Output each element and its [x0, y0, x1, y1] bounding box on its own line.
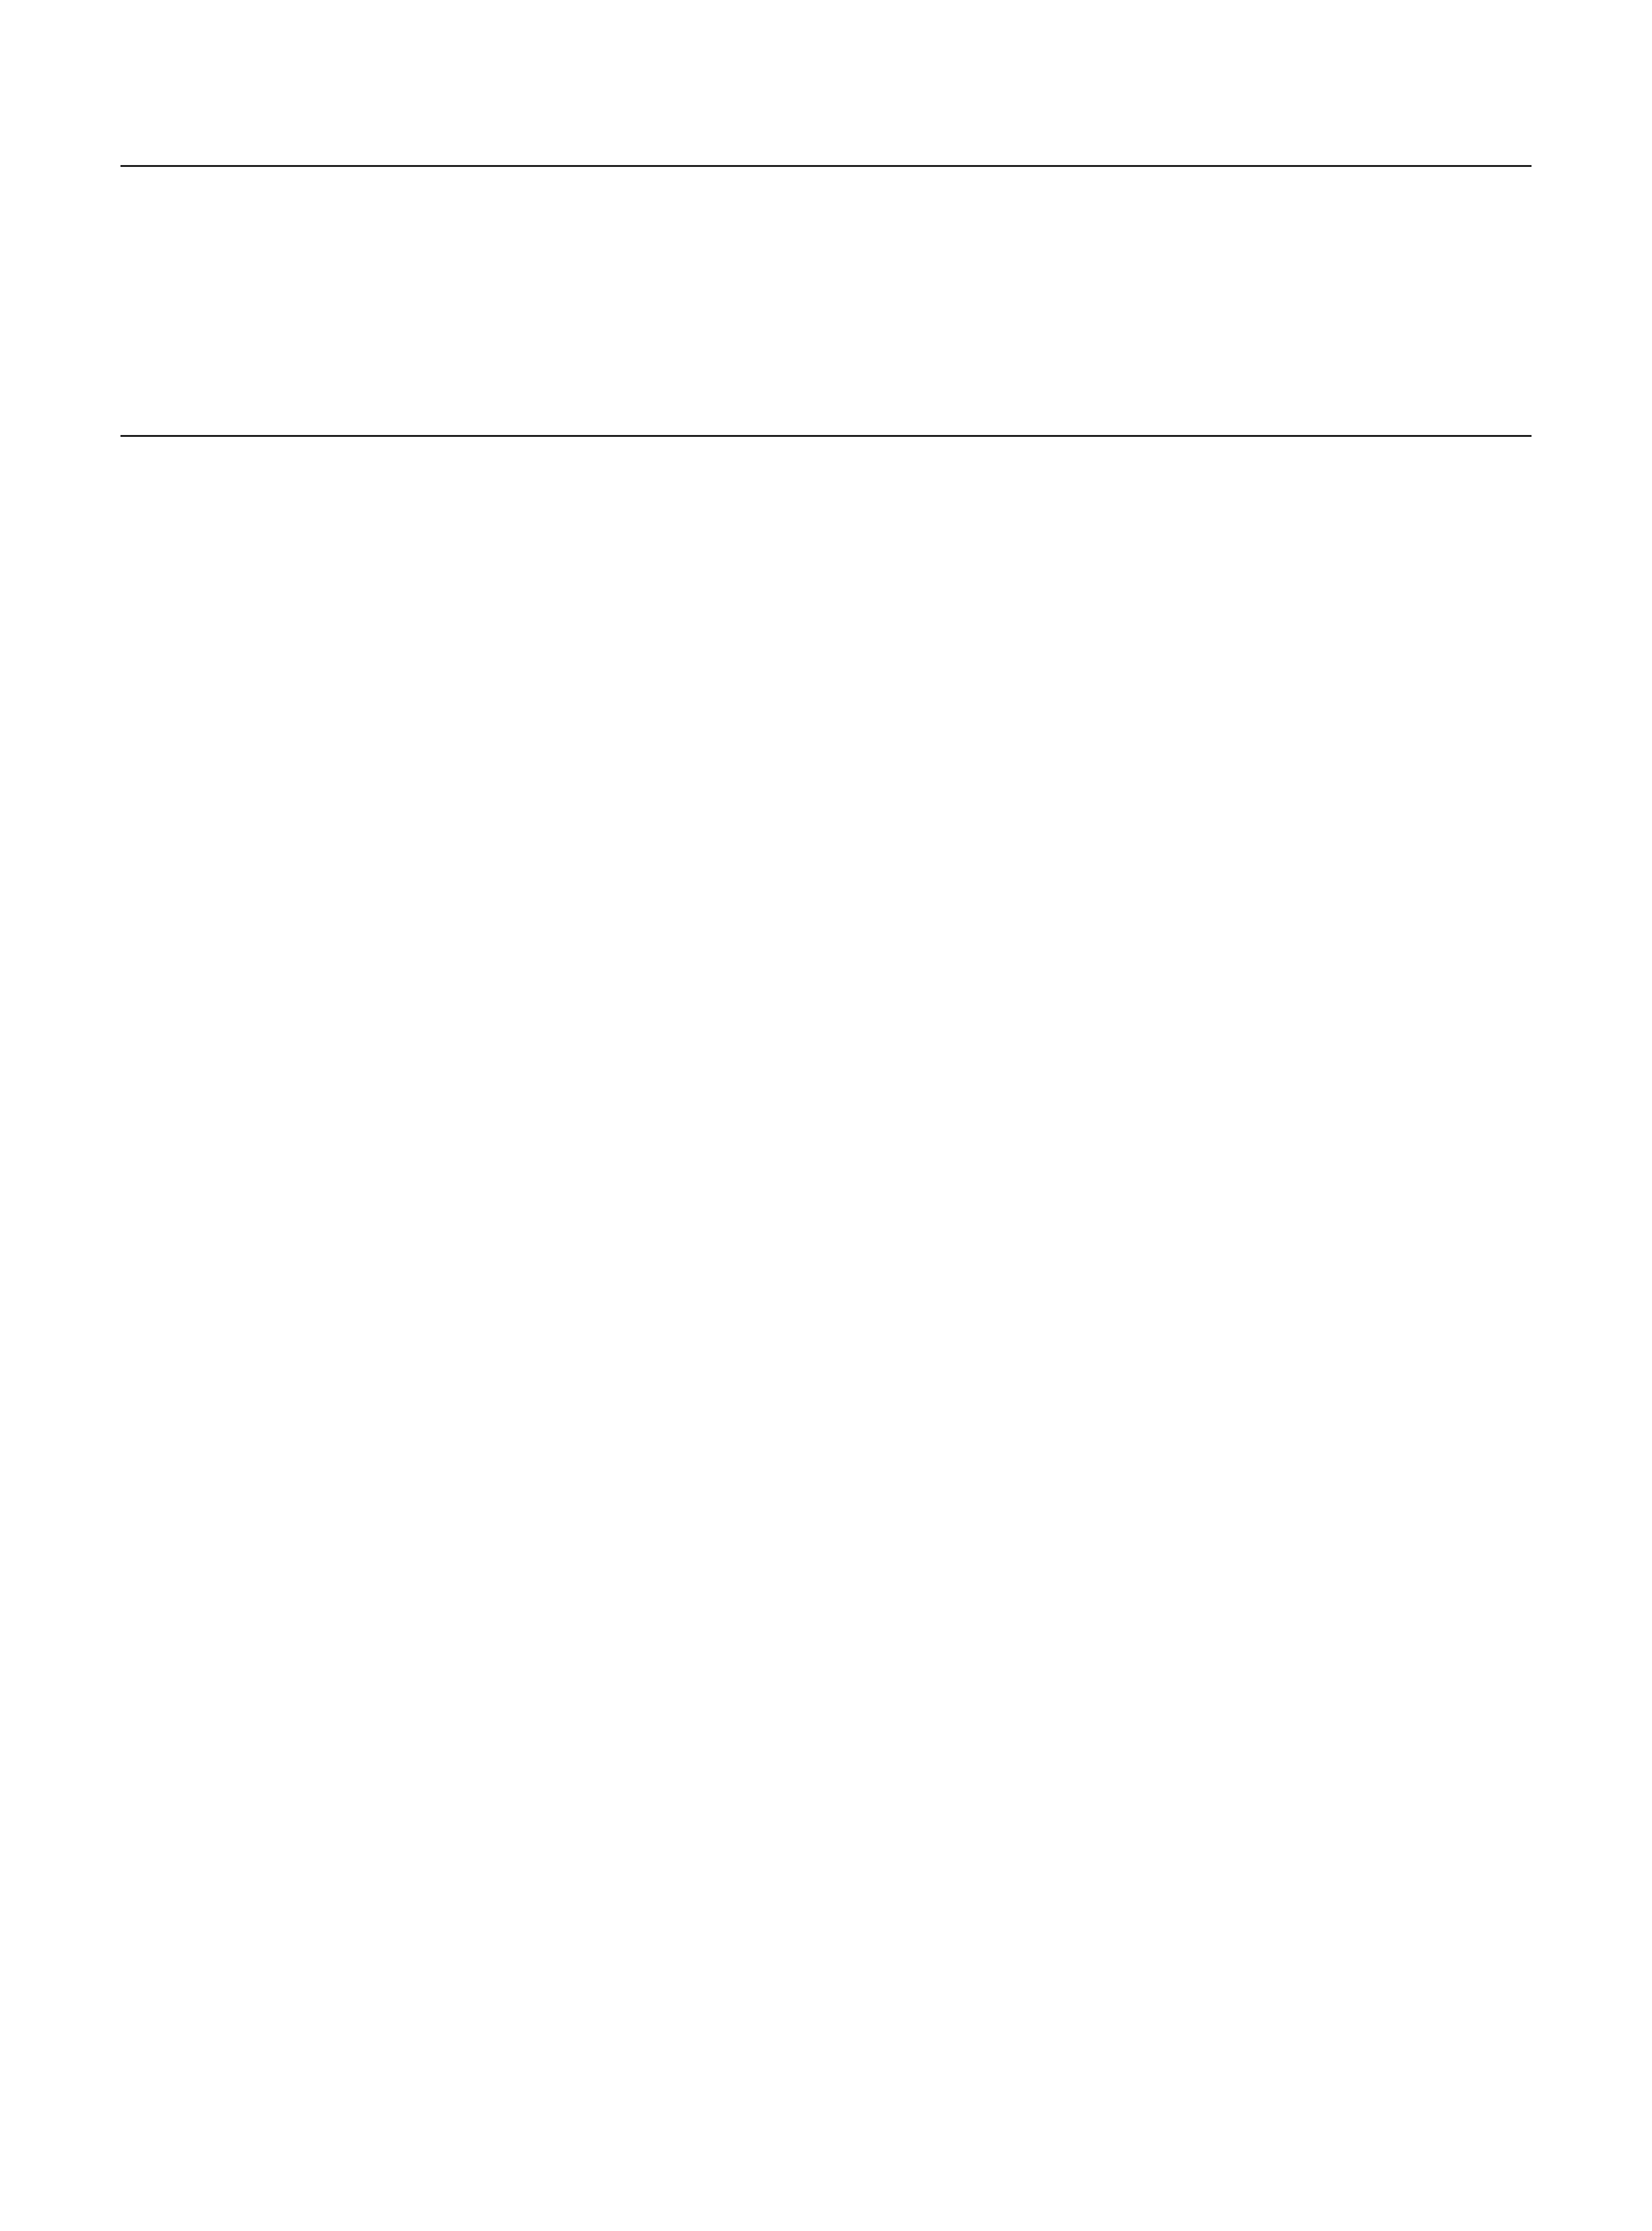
header-divider	[120, 165, 1532, 167]
title-divider	[120, 435, 1532, 437]
right-column	[861, 455, 1532, 2204]
left-column	[120, 455, 808, 2204]
